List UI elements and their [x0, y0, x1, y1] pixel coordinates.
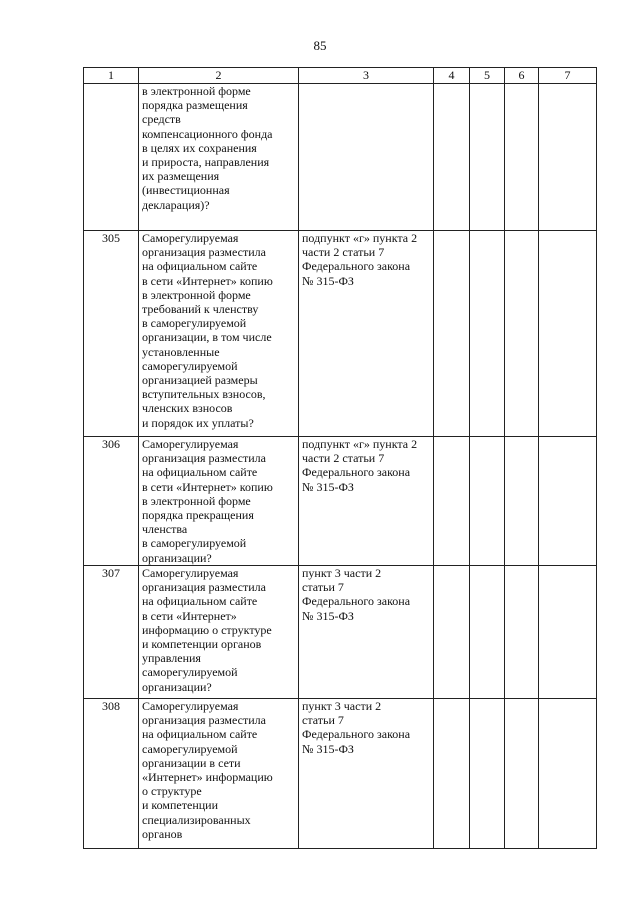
table-row [84, 566, 597, 699]
answer-cell-6 [505, 437, 539, 566]
answer-cell-5 [470, 566, 505, 699]
table-row [84, 231, 597, 437]
answer-cell-6 [505, 84, 539, 231]
answer-cell-5 [470, 84, 505, 231]
header-row [84, 68, 597, 84]
legal-reference-cell: пункт 3 части 2 статьи 7 Федерального закона № 315-ФЗ [299, 699, 434, 849]
row-number: 306 [84, 437, 139, 566]
row-number [84, 84, 139, 231]
answer-cell-4 [434, 231, 470, 437]
header-col-4: 4 [434, 68, 470, 84]
answer-cell-6 [505, 699, 539, 849]
page-number: 85 [313, 38, 327, 53]
legal-reference-cell: подпункт «г» пункта 2 части 2 статьи 7 Федерального закона № 315-ФЗ [299, 231, 434, 437]
table-row-continuation [84, 84, 597, 231]
question-cell: Саморегулируемая организация разместила на официальном сайте саморегулируемой организации в сети «Интернет» информацию о структуре и компетенции специализированных органов [139, 699, 299, 849]
checklist-table [83, 67, 597, 849]
table-row [84, 437, 597, 566]
row-number: 308 [84, 699, 139, 849]
header-col-6: 6 [505, 68, 539, 84]
answer-cell-7 [539, 566, 597, 699]
answer-cell-4 [434, 84, 470, 231]
header-col-3: 3 [299, 68, 434, 84]
header-col-2: 2 [139, 68, 299, 84]
answer-cell-6 [505, 231, 539, 437]
answer-cell-7 [539, 231, 597, 437]
legal-reference-cell: подпункт «г» пункта 2 части 2 статьи 7 Федерального закона № 315-ФЗ [299, 437, 434, 566]
header-col-5: 5 [470, 68, 505, 84]
answer-cell-7 [539, 84, 597, 231]
answer-cell-4 [434, 566, 470, 699]
legal-reference-cell [299, 84, 434, 231]
table-row [84, 699, 597, 849]
header-col-7: 7 [539, 68, 597, 84]
answer-cell-7 [539, 699, 597, 849]
answer-cell-6 [505, 566, 539, 699]
legal-reference-cell: пункт 3 части 2 статьи 7 Федерального закона № 315-ФЗ [299, 566, 434, 699]
answer-cell-7 [539, 437, 597, 566]
answer-cell-4 [434, 437, 470, 566]
answer-cell-4 [434, 699, 470, 849]
answer-cell-5 [470, 699, 505, 849]
question-cell: в электронной форме порядка размещения средств компенсационного фонда в целях их сохранения и прироста, направления их размещения (инвестиционная декларация)? [139, 84, 299, 231]
question-cell: Саморегулируемая организация разместила на официальном сайте в сети «Интернет» информацию о структуре и компетенции органов управления саморегулируемой организации? [139, 566, 299, 699]
row-number: 305 [84, 231, 139, 437]
answer-cell-5 [470, 437, 505, 566]
row-number: 307 [84, 566, 139, 699]
answer-cell-5 [470, 231, 505, 437]
header-col-1: 1 [84, 68, 139, 84]
question-cell: Саморегулируемая организация разместила на официальном сайте в сети «Интернет» копию в электронной форме порядка прекращения членства в саморегулируемой организации? [139, 437, 299, 566]
question-cell: Саморегулируемая организация разместила на официальном сайте в сети «Интернет» копию в электронной форме требований к членству в саморегулируемой организации, в том числе установленные саморегулируемой организацией размеры вступительных взносов, членских взносов и порядок их уплаты? [139, 231, 299, 437]
